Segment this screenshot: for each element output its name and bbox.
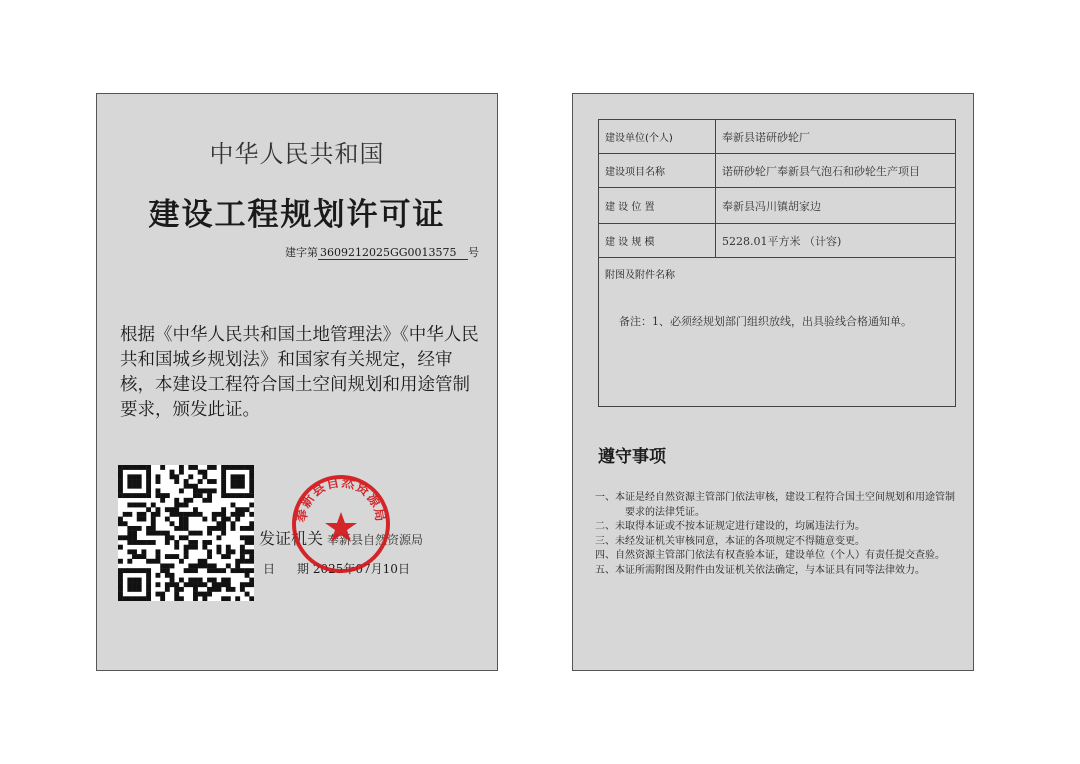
info-row — [599, 188, 956, 224]
issuer-label: 发证机关 — [259, 529, 324, 548]
permit-front-page — [96, 93, 498, 671]
obey-title: 遵守事项 — [598, 447, 666, 467]
cert-suffix: 号 — [468, 246, 479, 259]
cert-number-value: 3609212025GG0013575 — [318, 246, 468, 260]
qr-code-icon — [118, 465, 254, 601]
remark-note: 备注：1、必须经规划部门组织放线，出具验线合格通知单。 — [619, 315, 912, 328]
country-name: 中华人民共和国 — [209, 140, 385, 168]
cert-prefix: 建字第 — [285, 246, 318, 259]
attachment-row — [599, 258, 956, 407]
date-label-2: 期 — [297, 562, 310, 576]
obey-list — [595, 491, 955, 578]
info-row — [599, 154, 956, 188]
certificate-number — [285, 244, 479, 260]
issuer-value: 奉新县自然资源局 — [327, 533, 424, 547]
obey-item: 一、本证是经自然资源主管部门依法审核，建设工程符合国土空间规划和用途管制要求的法律凭证。 — [595, 492, 955, 518]
info-row — [599, 224, 956, 258]
info-value: 奉新县冯川镇胡家边 — [716, 188, 956, 224]
attachment-label: 附图及附件名称 — [605, 270, 675, 281]
permit-statement: 根据《中华人民共和国土地管理法》《中华人民共和国城乡规划法》和国家有关规定，经审核，本建设工程符合国土空间规划和用途管制要求，颁发此证。 — [120, 325, 479, 420]
info-key: 建 设 位 置 — [599, 188, 716, 224]
info-key: 建 设 规 模 — [599, 224, 716, 258]
info-key: 建设项目名称 — [599, 154, 716, 188]
permit-back-page — [572, 93, 974, 671]
permit-title: 建设工程规划许可证 — [148, 197, 446, 233]
obey-item: 四、自然资源主管部门依法有权查验本证，建设单位（个人）有责任提交查验。 — [595, 550, 945, 561]
date-label-1: 日 — [263, 562, 276, 576]
obey-item: 三、未经发证机关审核同意，本证的各项规定不得随意变更。 — [595, 535, 865, 547]
info-value: 诺研砂轮厂奉新县气泡石和砂轮生产项目 — [716, 154, 956, 188]
official-seal-icon — [291, 474, 391, 574]
seal-text: 奉新县自然资源局 — [294, 475, 388, 524]
info-value: 5228.01平方米 （计容) — [716, 224, 956, 258]
obey-item: 五、本证所需附图及附件由发证机关依法确定，与本证具有同等法律效力。 — [595, 564, 925, 576]
attachment-cell — [599, 258, 956, 407]
info-row — [599, 120, 956, 154]
project-info-table — [598, 119, 956, 407]
obey-item: 二、未取得本证或不按本证规定进行建设的，均属违法行为。 — [595, 521, 865, 532]
info-value: 奉新县诺研砂轮厂 — [716, 120, 956, 154]
date-value: 2025年07月10日 — [312, 562, 410, 576]
info-key: 建设单位(个人) — [599, 120, 716, 154]
